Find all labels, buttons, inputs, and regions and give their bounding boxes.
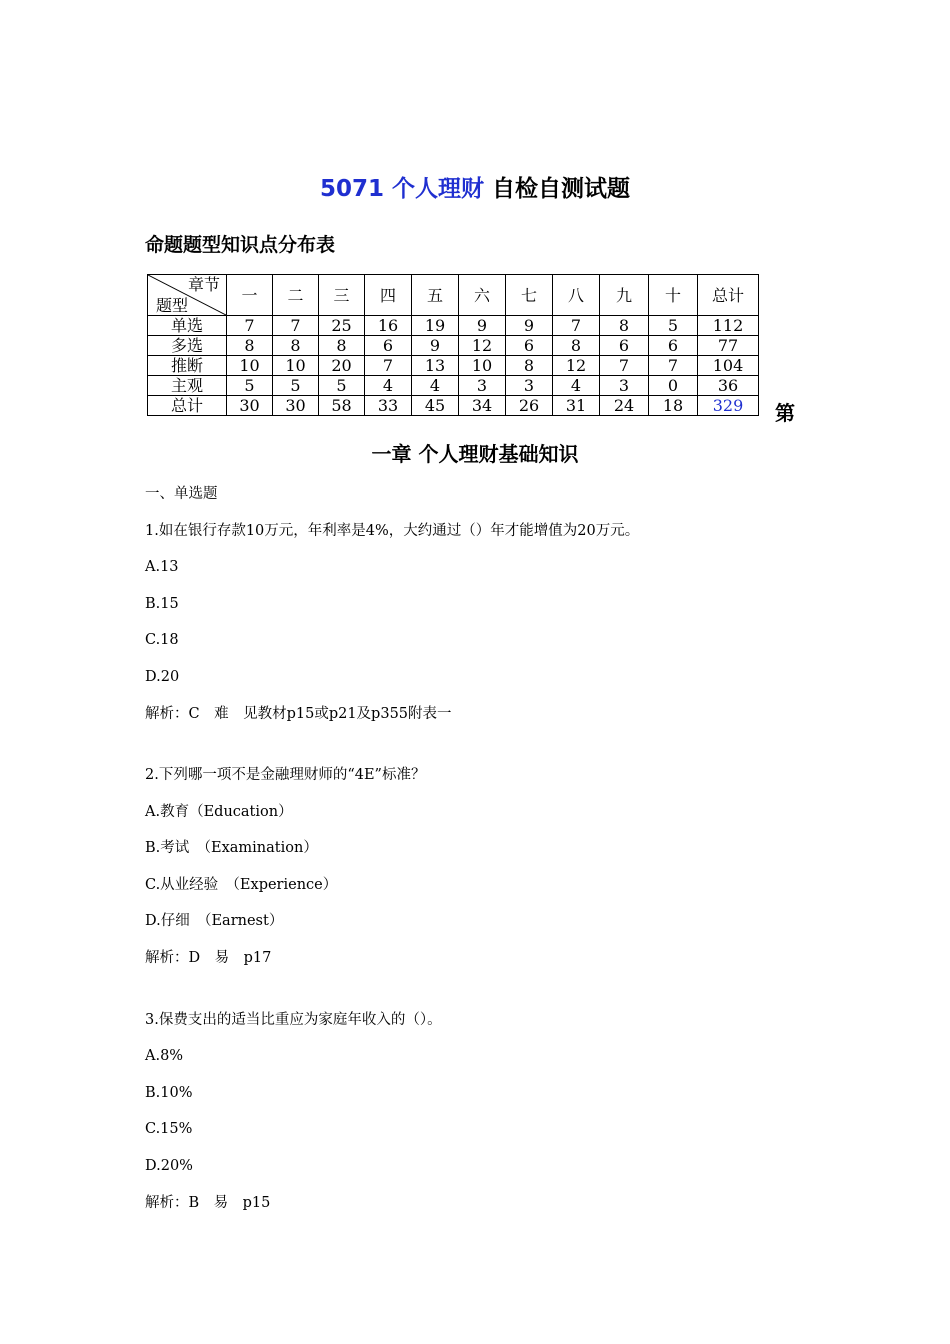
table-row (148, 376, 759, 396)
cell: 9 (506, 316, 553, 336)
table-row (148, 356, 759, 376)
question-stem: 3.保费支出的适当比重应为家庭年收入的（）。 (145, 1012, 442, 1028)
cell: 16 (365, 316, 412, 336)
cell: 6 (649, 336, 698, 356)
cell: 18 (649, 396, 698, 416)
question-stem: 1.如在银行存款10万元，年利率是4%，大约通过（）年才能增值为20万元。 (145, 523, 640, 539)
cell: 9 (412, 336, 459, 356)
header-cell: 九 (600, 275, 649, 316)
cell: 31 (553, 396, 600, 416)
cell: 77 (698, 336, 759, 356)
question-option: B.考试 （Examination） (145, 840, 318, 856)
header-cell: 四 (365, 275, 412, 316)
cell: 30 (227, 396, 273, 416)
question-option: A.教育（Education） (145, 804, 293, 820)
cell: 13 (412, 356, 459, 376)
question-option: C.从业经验 （Experience） (145, 877, 338, 893)
header-cell: 总计 (698, 275, 759, 316)
cell: 4 (553, 376, 600, 396)
chapter-heading: 一章 个人理财基础知识 (371, 442, 579, 466)
header-cell: 六 (459, 275, 506, 316)
title-rest: 自检自测试题 (492, 176, 631, 202)
corner-bottom-label: 题型 (156, 296, 189, 315)
cell: 30 (273, 396, 319, 416)
cell: 7 (227, 316, 273, 336)
question-stem: 2.下列哪一项不是金融理财师的“4E”标准？ (145, 767, 426, 783)
cell: 12 (553, 356, 600, 376)
header-cell: 五 (412, 275, 459, 316)
cell: 5 (273, 376, 319, 396)
corner-top-label: 章节 (187, 275, 220, 294)
cell: 5 (649, 316, 698, 336)
question-analysis: 解析：D 易 p17 (145, 950, 272, 966)
cell: 8 (553, 336, 600, 356)
document-title (0, 170, 950, 203)
question-option: D.20% (145, 1158, 193, 1174)
cell: 19 (412, 316, 459, 336)
header-cell: 十 (649, 275, 698, 316)
grand-total-cell: 329 (698, 396, 759, 416)
question-option: B.15 (145, 596, 179, 612)
cell: 6 (506, 336, 553, 356)
cell: 5 (319, 376, 365, 396)
cell: 10 (459, 356, 506, 376)
question-option: D.20 (145, 669, 180, 685)
cell: 0 (649, 376, 698, 396)
cell: 5 (227, 376, 273, 396)
cell: 3 (600, 376, 649, 396)
cell: 4 (365, 376, 412, 396)
cell: 9 (459, 316, 506, 336)
cell: 24 (600, 396, 649, 416)
question-option: A.13 (145, 559, 179, 575)
cell: 112 (698, 316, 759, 336)
cell: 8 (227, 336, 273, 356)
section-heading: 一、单选题 (145, 486, 218, 502)
table-total-row (148, 396, 759, 416)
cell: 4 (412, 376, 459, 396)
cell: 33 (365, 396, 412, 416)
cell: 8 (600, 316, 649, 336)
cell: 7 (553, 316, 600, 336)
row-label: 主观 (148, 376, 227, 396)
cell: 10 (273, 356, 319, 376)
cell: 45 (412, 396, 459, 416)
corner-cell (148, 275, 227, 316)
cell: 36 (698, 376, 759, 396)
question-option: C.18 (145, 632, 179, 648)
chapter-heading-first-char: 第 (775, 401, 795, 425)
cell: 58 (319, 396, 365, 416)
title-code: 5071 (319, 176, 384, 202)
header-cell: 一 (227, 275, 273, 316)
cell: 12 (459, 336, 506, 356)
row-label: 多选 (148, 336, 227, 356)
cell: 6 (600, 336, 649, 356)
cell: 7 (365, 356, 412, 376)
cell: 8 (319, 336, 365, 356)
question-option: D.仔细 （Earnest） (145, 913, 284, 929)
cell: 7 (649, 356, 698, 376)
header-cell: 二 (273, 275, 319, 316)
title-blue-name: 个人理财 (392, 176, 484, 202)
question-option: A.8% (145, 1048, 184, 1064)
cell: 6 (365, 336, 412, 356)
table-heading: 命题题型知识点分布表 (145, 234, 336, 256)
header-cell: 三 (319, 275, 365, 316)
row-label: 推断 (148, 356, 227, 376)
header-cell: 七 (506, 275, 553, 316)
question-option: C.15% (145, 1121, 193, 1137)
cell: 25 (319, 316, 365, 336)
question-option: B.10% (145, 1085, 193, 1101)
cell: 3 (506, 376, 553, 396)
header-cell: 八 (553, 275, 600, 316)
table-row (148, 336, 759, 356)
cell: 7 (600, 356, 649, 376)
question-analysis: 解析：C 难 见教材p15或p21及p355附表一 (145, 706, 452, 722)
table-row (148, 316, 759, 336)
cell: 104 (698, 356, 759, 376)
cell: 10 (227, 356, 273, 376)
cell: 34 (459, 396, 506, 416)
cell: 26 (506, 396, 553, 416)
table-header-row (148, 275, 759, 316)
distribution-table (147, 274, 759, 416)
row-label: 单选 (148, 316, 227, 336)
question-analysis: 解析：B 易 p15 (145, 1195, 271, 1211)
row-label: 总计 (148, 396, 227, 416)
cell: 7 (273, 316, 319, 336)
cell: 8 (506, 356, 553, 376)
cell: 20 (319, 356, 365, 376)
cell: 8 (273, 336, 319, 356)
cell: 3 (459, 376, 506, 396)
